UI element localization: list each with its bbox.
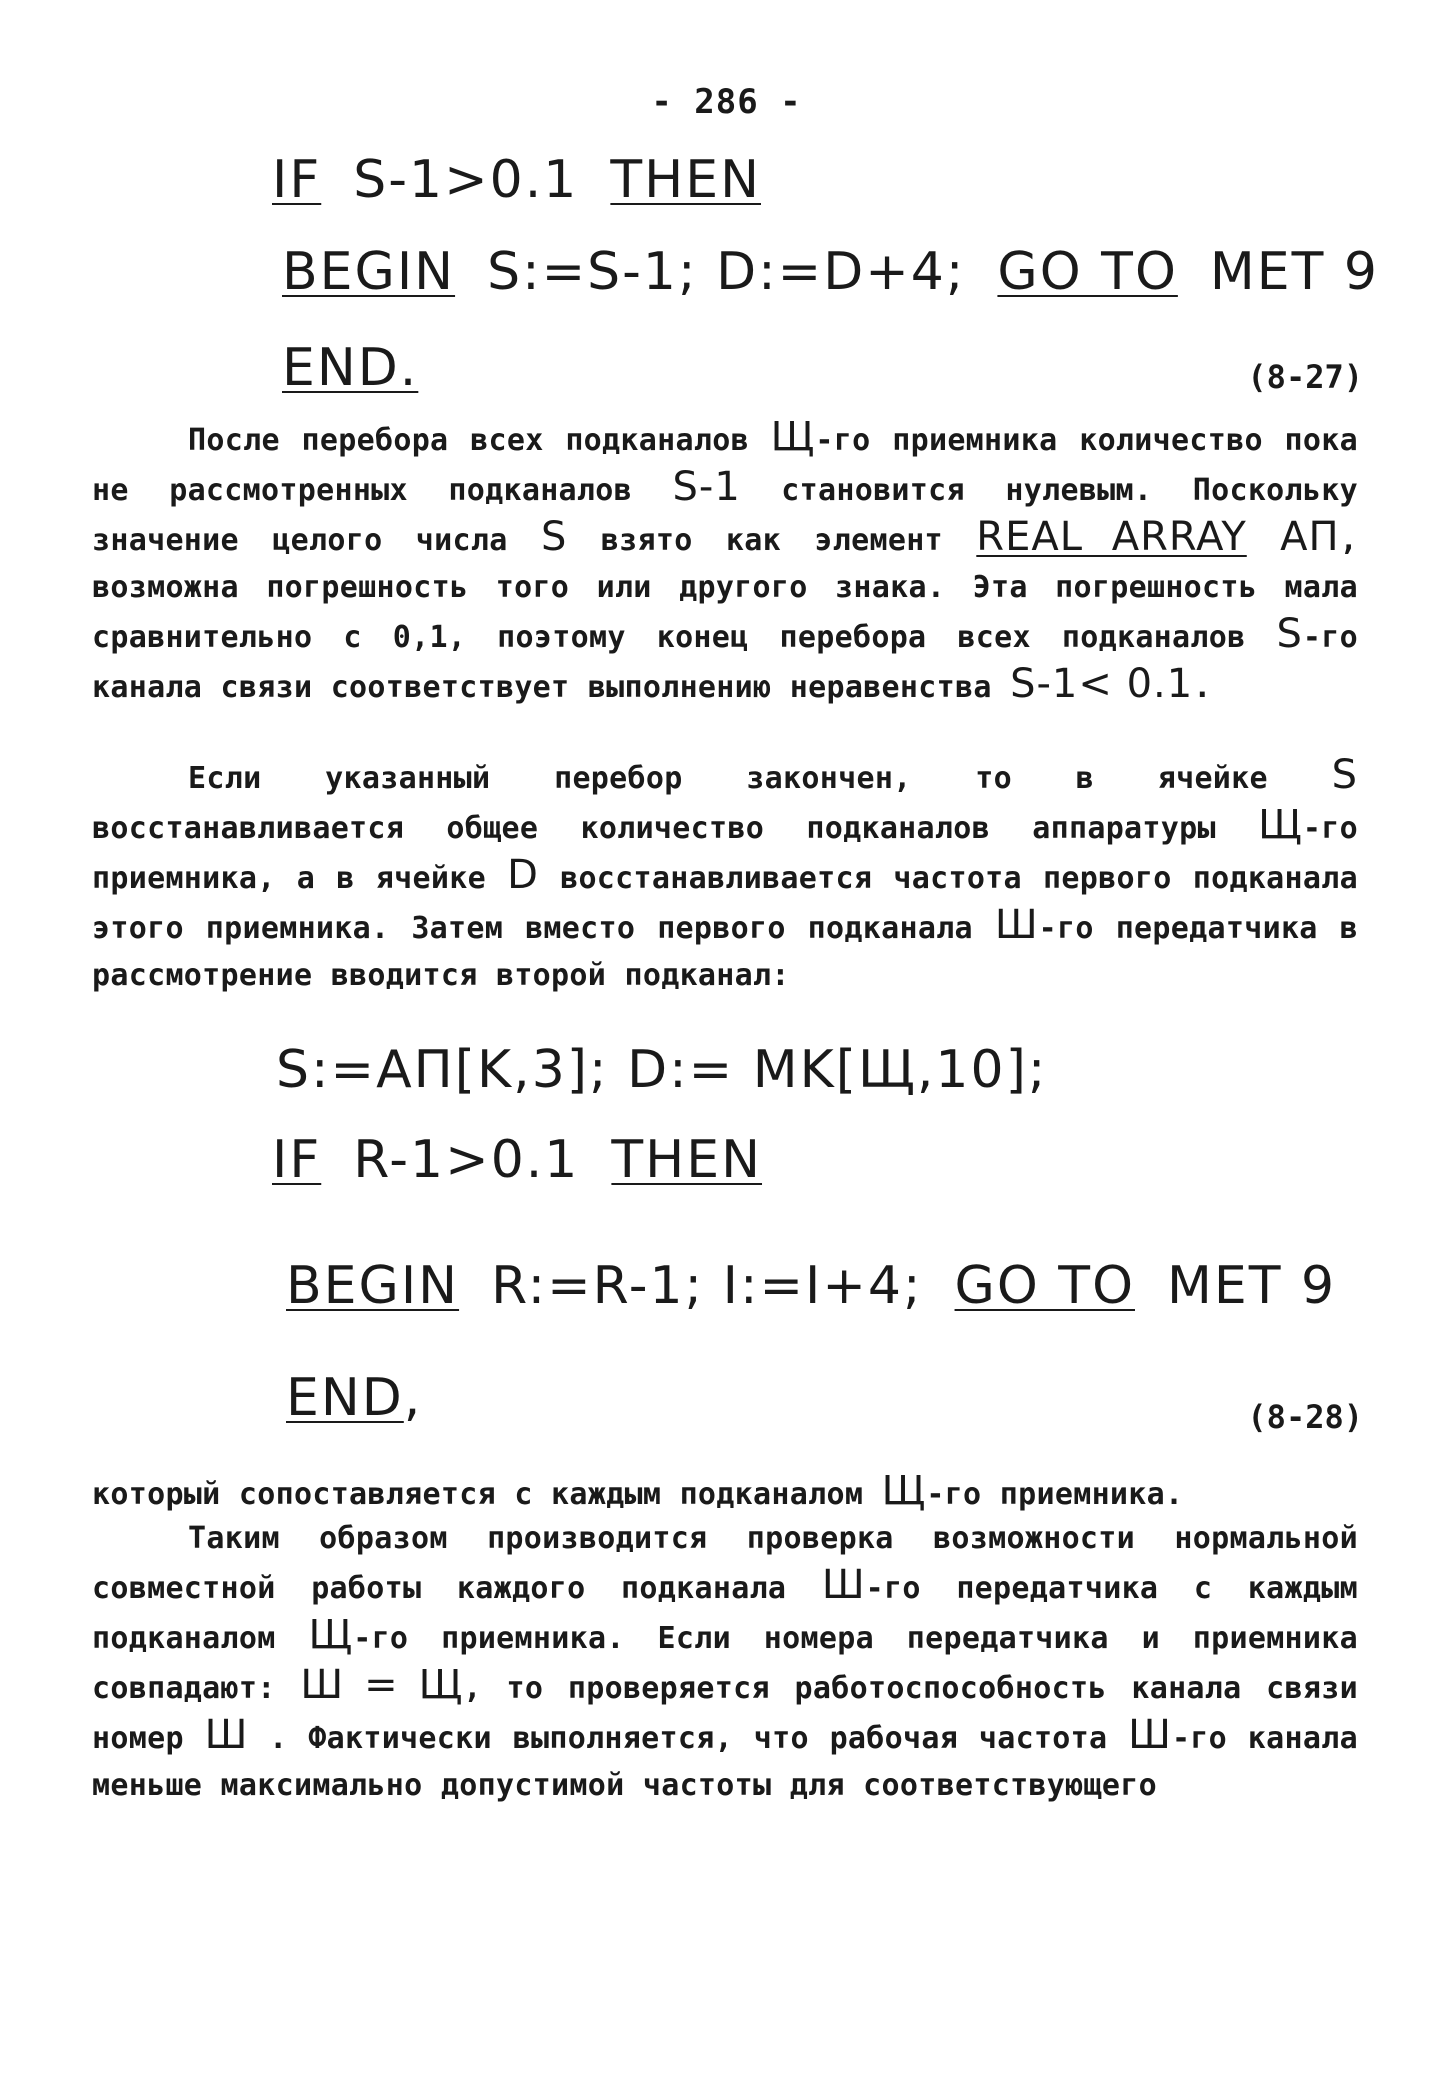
keyword-begin: BEGIN <box>286 1256 460 1316</box>
keyword-end: END. <box>282 338 419 398</box>
code-line-assign: S:=АП[K,3]; D:= MK[Щ,10]; <box>276 1040 1048 1100</box>
symbol: Ш <box>1128 1712 1172 1758</box>
symbol: Щ <box>770 414 816 460</box>
keyword-end: END <box>286 1368 404 1428</box>
symbol: S <box>540 514 568 560</box>
code-line-if <box>272 150 761 210</box>
code-line-begin <box>286 1256 1336 1316</box>
label: MET 9 <box>1167 1256 1337 1316</box>
symbol: S <box>1276 611 1303 657</box>
keyword-goto: GO TO <box>997 242 1178 302</box>
inequality: S-1< 0.1 <box>1010 661 1194 707</box>
keyword-if: IF <box>272 150 322 210</box>
condition: S-1>0.1 <box>353 150 579 210</box>
statement: S:=S-1; D:=D+4; <box>487 242 966 302</box>
symbol: D <box>507 852 539 898</box>
paragraph: который сопоставляется с каждым подканалом Щ-го приемника. <box>92 1468 1184 1514</box>
keyword-real-array: REAL ARRAY <box>976 514 1247 560</box>
label: MET 9 <box>1209 242 1379 302</box>
statement: R:=R-1; I:=I+4; <box>491 1256 923 1316</box>
paragraph: Если указанный перебор закончен, то в ячейке S восстанавливается общее количество подканалов аппаратуры Щ-го приемника, а в ячейке D восстанавливается частота первого подканала этого приемника. Затем вместо первого подканала Ш-го передатчика в рассмотрение вводится второй подканал: <box>92 752 1358 993</box>
symbol: Щ <box>881 1468 927 1514</box>
symbol: S <box>1331 752 1358 798</box>
keyword-begin: BEGIN <box>282 242 456 302</box>
code-line-begin <box>282 242 1379 302</box>
condition: R-1>0.1 <box>353 1130 580 1190</box>
code-line-end <box>282 338 418 398</box>
keyword-then: THEN <box>611 1130 763 1190</box>
symbol: Щ <box>308 1612 354 1658</box>
symbol: Ш <box>204 1712 249 1758</box>
equation-number: (8-28) <box>1247 1398 1363 1436</box>
keyword-goto: GO TO <box>954 1256 1135 1316</box>
symbol: S-1 <box>672 464 741 510</box>
paragraph: После перебора всех подканалов Щ-го приемника количество пока не рассмотренных подканалов S-1 становится нулевым. Поскольку значение целого числа S взято как элемент REAL ARRAY АП, возможна погрешность того или другого знака. Эта погрешность мала сравнительно с 0,1, поэтому конец перебора всех подканалов S-го канала связи соответствует выполнению неравенства S-1< 0.1. <box>92 414 1358 707</box>
symbol: Щ <box>1258 802 1303 848</box>
keyword-if: IF <box>272 1130 322 1190</box>
page-number: - 286 - <box>651 82 802 122</box>
paragraph: Таким образом производится проверка возможности нормальной совместной работы каждого подканала Ш-го передатчика с каждым подканалом Щ-го приемника. Если номера передатчика и приемника совпадают: Ш = Щ, то проверяется работоспособность канала связи номер Ш . Фактически выполняется, что рабочая частота Ш-го канала меньше максимально допустимой частоты для соответствующего <box>92 1521 1358 1803</box>
symbol: Ш <box>821 1562 866 1608</box>
symbol: Ш <box>994 902 1039 948</box>
equality: Ш = Щ <box>300 1662 464 1708</box>
symbol: АП <box>1280 514 1340 560</box>
code-line-if <box>272 1130 762 1190</box>
code-line-end: END, <box>286 1368 423 1428</box>
keyword-then: THEN <box>610 150 761 210</box>
equation-number: (8-27) <box>1247 358 1363 396</box>
